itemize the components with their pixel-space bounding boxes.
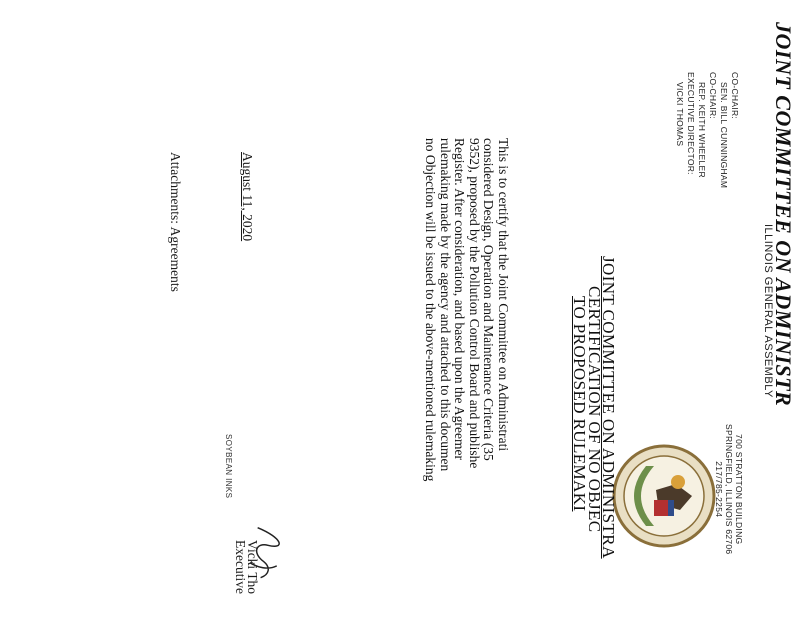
director-name: VICKI THOMAS <box>675 82 685 147</box>
committee-roster <box>674 72 740 188</box>
director-label: EXECUTIVE DIRECTOR: <box>686 72 696 175</box>
certification-heading: CERTIFICATION OF NO OBJEC <box>585 286 604 533</box>
committee-heading: JOINT COMMITTEE ON ADMINISTRA <box>599 256 618 559</box>
org-subtitle: ILLINOIS GENERAL ASSEMBLY <box>762 224 774 398</box>
signer-title: Executive <box>233 540 248 594</box>
address-line: 700 STRATTON BUILDING <box>734 434 744 545</box>
co-chair-name: SEN. BILL CUNNINGHAM <box>719 82 729 189</box>
body-line: 9352), proposed by the Pollution Control Board and publishe <box>466 138 482 469</box>
state-seal-icon <box>612 444 716 548</box>
co-chair-label: CO-CHAIR: <box>730 72 740 120</box>
co-chair-label: CO-CHAIR: <box>708 72 718 120</box>
co-chair-name: REP. KEITH WHEELER <box>697 82 707 178</box>
body-line: Register. After consideration, and based upon the Agreemer <box>452 138 468 461</box>
org-title: JOINT COMMITTEE ON ADMINISTR <box>771 22 796 407</box>
body-line: This is to certify that the Joint Committee on Administrati <box>496 138 511 452</box>
letter-date: August 11, 2020 <box>240 152 255 242</box>
committee-address <box>714 424 744 554</box>
rulemaking-heading: TO PROPOSED RULEMAKI <box>570 296 589 512</box>
signer-name: Vicki Tho <box>245 540 260 595</box>
certification-body <box>422 138 510 481</box>
body-line: considered Design, Operation and Maintenance Criteria (35 <box>481 138 497 461</box>
attachments-note: Attachments: Agreements <box>168 152 183 292</box>
body-line: no Objection will be issued to the above-mentioned rulemaking <box>423 138 439 482</box>
address-line: 217/785-2254 <box>714 461 724 518</box>
address-line: SPRINGFIELD, ILLINOIS 62706 <box>724 424 734 555</box>
soybean-inks-note: SOYBEAN INKS <box>224 434 233 499</box>
body-line: rulemaking made by the agency and attached to this documen <box>437 138 453 472</box>
